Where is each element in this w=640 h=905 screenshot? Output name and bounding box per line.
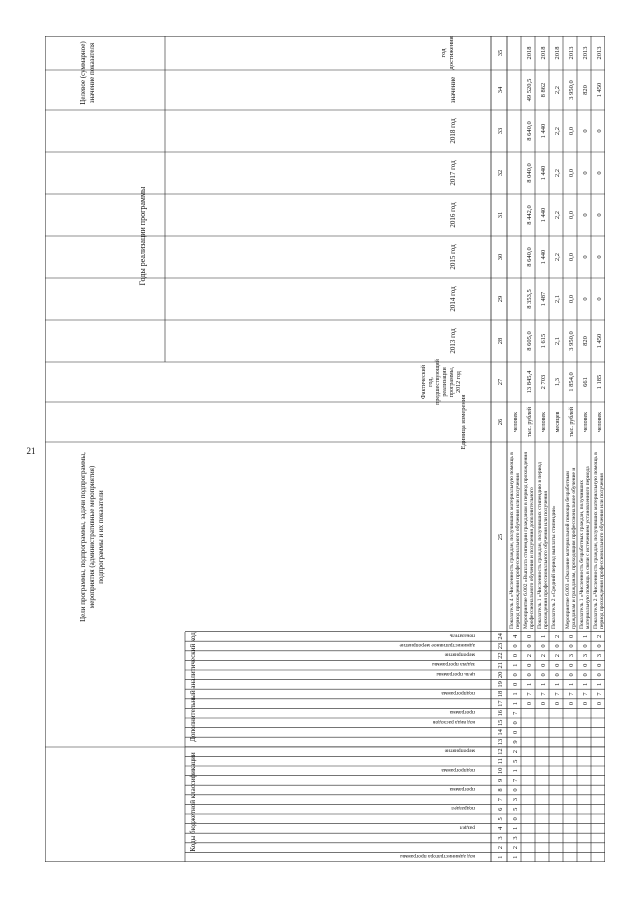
header-unit: Единица измерения: [460, 394, 467, 450]
column-number: 3: [497, 836, 504, 840]
row-code: 0: [568, 673, 575, 677]
row-year-value: 8 040,0: [526, 163, 533, 183]
row-code: 0: [526, 673, 533, 677]
header-y2015: 2015 год: [449, 244, 457, 270]
row-code: 0: [512, 644, 519, 648]
row-year-value: 0: [596, 255, 603, 259]
row-code: 0: [596, 644, 603, 648]
row-final-year: 2013: [568, 46, 575, 60]
row-code: 1: [540, 682, 547, 687]
row-unit: тыс. рублей: [569, 407, 575, 437]
column-number: 13: [497, 738, 504, 746]
row-year-value: 1 450: [596, 333, 603, 349]
row-code: 0: [512, 653, 519, 658]
row-year-value: 2,1: [554, 336, 561, 346]
column-number: 9: [497, 778, 504, 783]
row-final-value: 1 450: [596, 82, 603, 98]
column-number: 21: [497, 661, 504, 669]
row-year-value: 2,2: [554, 210, 561, 220]
row-final-year: 2013: [582, 46, 589, 60]
column-number: 8: [497, 788, 504, 792]
header-add-codes: Дополнительный аналитический код: [189, 632, 197, 742]
header-code-admin_code: код администратора программы: [400, 853, 475, 860]
row-year-value: 0,0: [568, 168, 575, 178]
header-y2017: 2017 год: [449, 160, 457, 186]
row-code: 1: [512, 826, 519, 831]
rotated-table-page: [45, 36, 605, 862]
row-year-value: 8 442,0: [526, 205, 533, 225]
row-unit: человек: [541, 411, 547, 433]
row-year-value: 0: [596, 171, 603, 175]
row-base-value: 1 185: [596, 374, 603, 390]
header-code-add_measure: мероприятие: [444, 651, 475, 658]
row-text: Показатель 1 «Численность безработных граждан, получившихматериальную помощь в связи с истечением установленного периода: [579, 466, 591, 629]
row-code: 4: [512, 634, 519, 639]
row-code: 1: [512, 663, 519, 667]
header-code-add_task: задача программы: [432, 661, 475, 668]
row-code: 0: [554, 644, 561, 648]
row-year-value: 8 640,0: [526, 121, 533, 141]
column-number: 34: [497, 86, 504, 94]
row-code: 0: [512, 817, 519, 821]
header-code-add_admin_measure: административное мероприятие: [399, 642, 475, 648]
row-code: 2: [512, 749, 519, 754]
row-code: 0: [540, 663, 547, 667]
row-code: 1: [512, 855, 519, 859]
column-number: 20: [497, 671, 504, 679]
column-number: 22: [497, 652, 504, 659]
row-code: 7: [554, 692, 561, 696]
row-code: 3: [512, 797, 519, 802]
row-code: 1: [512, 769, 519, 773]
row-code: 1: [554, 682, 561, 687]
column-number: 5: [497, 817, 504, 821]
row-final-value: 2,2: [554, 85, 561, 95]
header-y2018: 2018 год: [449, 118, 457, 144]
column-number: 17: [497, 700, 504, 707]
column-number: 16: [497, 709, 504, 717]
row-code: 1: [568, 682, 575, 687]
row-year-value: 0,0: [568, 126, 575, 136]
row-code: 2: [596, 634, 603, 639]
column-number: 30: [497, 253, 504, 261]
header-code-add_subprogram: подпрограмма: [441, 690, 475, 696]
header-budget-codes: Коды бюджетной классификации: [189, 752, 197, 852]
row-code: 0: [582, 701, 589, 706]
row-code: 3: [582, 653, 589, 658]
row-year-value: 2,2: [554, 168, 561, 178]
header-y2013: 2013 год: [449, 328, 457, 354]
row-code: 0: [596, 701, 603, 706]
row-code: 0: [568, 644, 575, 648]
row-final-value: 8 862: [540, 82, 547, 98]
row-unit: тыс. рублей: [527, 407, 533, 437]
row-code: 2: [554, 653, 561, 658]
row-code: 0: [526, 701, 533, 706]
column-number: 23: [497, 642, 504, 650]
row-year-value: 0: [582, 297, 589, 301]
row-code: 1: [526, 682, 533, 687]
row-text: Показатель 4 «Численность граждан, получивших материальную помощь впериод прохождения профессионального обучения или получения: [509, 452, 521, 629]
header-final: Целевое (суммарное)значение показателя: [79, 41, 96, 105]
header-y2016: 2016 год: [449, 202, 457, 228]
row-code: 1: [540, 634, 547, 639]
header-code-add_program: программа: [449, 709, 475, 716]
column-number: 6: [497, 807, 504, 811]
row-final-value: 49 520,5: [526, 78, 533, 102]
row-code: 1: [582, 634, 589, 639]
column-number: 11: [497, 758, 504, 765]
column-number: 15: [497, 719, 504, 727]
row-code: 7: [568, 692, 575, 696]
header-code-subprogram: подпрограмма: [441, 766, 475, 773]
column-number: 14: [497, 729, 504, 736]
header-code-subsection: подраздел: [451, 805, 475, 812]
column-number: 10: [497, 767, 504, 775]
row-year-value: 0,0: [568, 294, 575, 304]
program-table: [45, 36, 605, 862]
row-code: 5: [512, 807, 519, 811]
row-year-value: 1 440: [540, 249, 547, 265]
row-code: 1: [582, 682, 589, 687]
column-number: 27: [497, 378, 504, 386]
header-code-expense_type: код вида расходов: [432, 718, 475, 725]
row-code: 7: [540, 692, 547, 696]
row-year-value: 0,0: [568, 252, 575, 262]
header-code-program: программа: [449, 786, 475, 792]
column-number: 26: [497, 418, 504, 426]
row-code: 0: [554, 663, 561, 667]
row-code: 3: [568, 653, 575, 658]
row-unit: человек: [597, 411, 603, 433]
row-year-value: 0: [582, 129, 589, 133]
row-code: 9: [512, 740, 519, 744]
row-code: 0: [596, 663, 603, 667]
row-code: 0: [554, 701, 561, 706]
row-year-value: 1 440: [540, 207, 547, 223]
row-code: 7: [512, 778, 519, 783]
row-code: 2: [540, 653, 547, 658]
page-number: 21: [26, 446, 36, 456]
row-text: Показатель 2 «Численность граждан, получивших материальную помощь впериод прохождения профессионального обучения или получения: [593, 452, 605, 629]
column-number: 12: [497, 748, 504, 755]
header-final-value: значение: [449, 76, 457, 104]
column-number: 29: [497, 295, 504, 303]
row-code: 0: [540, 644, 547, 648]
column-number: 18: [497, 690, 504, 698]
row-year-value: 0: [596, 129, 603, 133]
row-code: 0: [512, 673, 519, 677]
header-code-add_indicator: показатель: [449, 632, 475, 639]
column-number: 31: [497, 211, 504, 219]
header-y2014: 2014 год: [449, 286, 457, 312]
row-unit: месяцев: [555, 411, 561, 433]
header-code-section: раздел: [459, 824, 475, 831]
row-code: 1: [596, 682, 603, 687]
row-code: 0: [540, 701, 547, 706]
row-code: 2: [554, 634, 561, 639]
row-final-year: 2013: [596, 46, 603, 60]
row-year-value: 0,0: [568, 210, 575, 220]
column-number: 2: [497, 845, 504, 850]
column-number: 7: [497, 797, 504, 802]
column-number: 4: [497, 826, 504, 831]
column-number: 24: [497, 633, 504, 640]
row-text: Мероприятие 6.002 «Выплата стипендии гражданам в период прохожденияпрофессионального обучения и получения дополнительного: [523, 452, 535, 629]
column-number: 28: [497, 337, 504, 345]
column-number: 33: [497, 127, 504, 135]
row-year-value: 0: [582, 171, 589, 175]
row-code: 7: [526, 692, 533, 696]
column-number: 32: [497, 169, 504, 177]
row-code: 7: [512, 711, 519, 715]
header-goals: Цели программы, подпрограммы, задачи подпрограммы,мероприятия (административные мероприятия)подпрограммы и их показатели: [79, 452, 105, 622]
row-code: 0: [512, 788, 519, 792]
row-code: 0: [554, 673, 561, 677]
row-code: 0: [512, 682, 519, 687]
row-code: 0: [568, 634, 575, 639]
row-code: 0: [526, 663, 533, 667]
header-final-year: годдостижения: [440, 36, 455, 70]
row-code: 0: [582, 673, 589, 677]
row-code: 2: [512, 845, 519, 850]
row-final-year: 2018: [540, 46, 547, 60]
column-number: 35: [497, 49, 504, 57]
row-code: 0: [512, 730, 519, 735]
row-base-value: 661: [582, 377, 589, 387]
row-final-year: 2018: [526, 46, 533, 60]
column-number: 25: [497, 533, 504, 541]
column-number: 19: [497, 681, 504, 688]
header-years: Годы реализации программы: [138, 186, 147, 286]
column-number: 1: [497, 855, 504, 859]
row-year-value: 1 615: [540, 333, 547, 349]
row-year-value: 820: [582, 336, 589, 346]
row-year-value: 0: [582, 213, 589, 217]
row-year-value: 1 487: [540, 291, 547, 307]
row-year-value: 2,1: [554, 294, 561, 304]
row-code: 0: [568, 701, 575, 706]
row-base-value: 13 845,4: [526, 370, 533, 394]
row-text: Показатель 1 «Численность граждан, получивших стипендию в периодпрохождения профессионального обучения или получения: [537, 462, 549, 629]
row-year-value: 8 605,0: [526, 331, 533, 351]
row-code: 2: [526, 653, 533, 658]
row-text: Показатель 2 «Средний период выплаты стипендии»: [551, 505, 557, 629]
row-base-value: 1,3: [554, 377, 561, 387]
row-code: 0: [540, 673, 547, 677]
row-year-value: 8 640,0: [526, 247, 533, 267]
row-final-value: 3 950,0: [568, 80, 575, 100]
row-text: Мероприятие 6.003 «Оказание материальной помощи безработнымгражданам и гражданам, проходящим профессиональное обучение и: [565, 467, 577, 629]
row-year-value: 8 353,5: [526, 289, 533, 309]
row-code: 0: [512, 721, 519, 725]
row-code: 7: [596, 692, 603, 696]
row-year-value: 0: [596, 213, 603, 217]
row-code: 0: [526, 644, 533, 648]
row-year-value: 2,2: [554, 126, 561, 136]
row-code: 5: [512, 759, 519, 763]
row-code: 0: [568, 663, 575, 667]
row-code: 3: [596, 653, 603, 658]
row-year-value: 1 440: [540, 123, 547, 139]
row-code: 0: [526, 634, 533, 639]
row-year-value: 2,2: [554, 252, 561, 262]
row-unit: человек: [513, 411, 519, 433]
row-year-value: 3 950,0: [568, 331, 575, 351]
row-base-value: 2 703: [540, 374, 547, 390]
row-final-year: 2018: [554, 46, 561, 60]
header-code-add_goal: цель программы: [436, 670, 475, 677]
row-year-value: 0: [582, 255, 589, 259]
row-year-value: 1 440: [540, 165, 547, 181]
row-unit: человек: [583, 411, 589, 433]
row-code: 0: [582, 663, 589, 667]
header-code-measure: мероприятие: [444, 747, 475, 754]
row-code: 7: [582, 692, 589, 696]
row-code: 3: [512, 836, 519, 840]
row-base-value: 1 854,0: [568, 372, 575, 392]
row-code: 0: [596, 673, 603, 677]
row-year-value: 0: [596, 297, 603, 301]
row-final-value: 820: [582, 85, 589, 95]
header-base-year: Фактическийгод,предшествующийреализациипрограммы,2012 год: [421, 359, 462, 405]
row-code: 1: [512, 692, 519, 696]
row-code: 0: [582, 644, 589, 648]
row-code: 1: [512, 701, 519, 706]
